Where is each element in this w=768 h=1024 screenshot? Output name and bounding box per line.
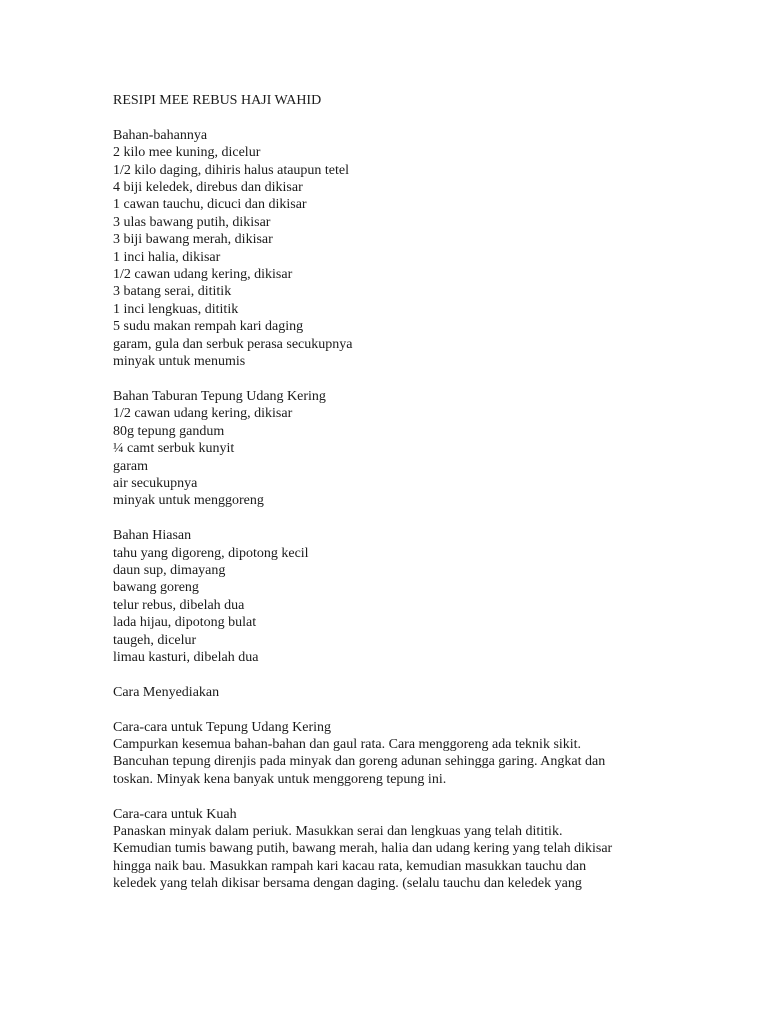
ingredient-item: 2 kilo mee kuning, dicelur xyxy=(113,145,261,161)
topping-item: ¼ camt serbuk kunyit xyxy=(113,441,235,457)
ingredients-section xyxy=(113,127,633,371)
spacer xyxy=(113,109,633,126)
spacer xyxy=(113,370,633,387)
method-text-line: Campurkan kesemua bahan-bahan dan gaul rata. Cara menggoreng ada teknik sikit. xyxy=(113,736,582,752)
ingredient-item: garam, gula dan serbuk perasa secukupnya xyxy=(113,336,353,352)
garnish-item: bawang goreng xyxy=(113,580,199,596)
topping-item: minyak untuk menggoreng xyxy=(113,493,264,509)
ingredients-heading: Bahan-bahannya xyxy=(113,127,208,143)
ingredient-item: 1/2 kilo daging, dihiris halus ataupun tetel xyxy=(113,162,350,178)
ingredient-item: 1/2 cawan udang kering, dikisar xyxy=(113,267,293,283)
ingredient-item: 4 biji keledek, direbus dan dikisar xyxy=(113,180,303,196)
garnish-item: limau kasturi, dibelah dua xyxy=(113,649,259,665)
ingredient-item: 5 sudu makan rempah kari daging xyxy=(113,319,304,335)
topping-item: 80g tepung gandum xyxy=(113,423,225,439)
gravy-method-section xyxy=(113,806,633,893)
ingredient-item: 1 inci halia, dikisar xyxy=(113,249,221,265)
topping-section xyxy=(113,388,633,510)
prawn-flour-method-heading: Cara-cara untuk Tepung Udang Kering xyxy=(113,719,332,735)
prawn-flour-method-section xyxy=(113,719,633,789)
garnish-section xyxy=(113,527,633,666)
garnish-heading: Bahan Hiasan xyxy=(113,528,192,544)
spacer xyxy=(113,788,633,805)
spacer xyxy=(113,666,633,683)
garnish-item: lada hijau, dipotong bulat xyxy=(113,615,257,631)
spacer xyxy=(113,701,633,718)
ingredients-list xyxy=(113,144,633,370)
ingredient-item: 3 batang serai, dititik xyxy=(113,284,232,300)
topping-item: air secukupnya xyxy=(113,475,198,491)
recipe-title: RESIPI MEE REBUS HAJI WAHID xyxy=(113,93,322,108)
method-text-line: Bancuhan tepung direnjis pada minyak dan goreng adunan sehingga garing. Angkat dan xyxy=(113,754,606,770)
garnish-item: taugeh, dicelur xyxy=(113,632,197,648)
method-heading: Cara Menyediakan xyxy=(113,684,220,700)
garnish-list xyxy=(113,545,633,667)
topping-heading: Bahan Taburan Tepung Udang Kering xyxy=(113,388,326,404)
garnish-item: telur rebus, dibelah dua xyxy=(113,597,245,613)
method-text-line: hingga naik bau. Masukkan rampah kari kacau rata, kemudian masukkan tauchu dan xyxy=(113,858,587,874)
ingredient-item: minyak untuk menumis xyxy=(113,354,246,370)
topping-item: 1/2 cawan udang kering, dikisar xyxy=(113,406,293,422)
ingredient-item: 3 ulas bawang putih, dikisar xyxy=(113,214,271,230)
topping-list xyxy=(113,405,633,509)
ingredient-item: 1 cawan tauchu, dicuci dan dikisar xyxy=(113,197,307,213)
ingredient-item: 1 inci lengkuas, dititik xyxy=(113,301,239,317)
garnish-item: tahu yang digoreng, dipotong kecil xyxy=(113,545,309,561)
method-text-line: keledek yang telah dikisar bersama dengan daging. (selalu tauchu dan keledek yang xyxy=(113,876,582,892)
topping-item: garam xyxy=(113,458,148,474)
document-page xyxy=(113,92,633,893)
garnish-item: daun sup, dimayang xyxy=(113,562,226,578)
ingredient-item: 3 biji bawang merah, dikisar xyxy=(113,232,273,248)
spacer xyxy=(113,510,633,527)
method-text-line: Kemudian tumis bawang putih, bawang merah, halia dan udang kering yang telah dikisar xyxy=(113,841,613,857)
method-text-line: toskan. Minyak kena banyak untuk menggoreng tepung ini. xyxy=(113,771,447,787)
method-text-line: Panaskan minyak dalam periuk. Masukkan serai dan lengkuas yang telah dititik. xyxy=(113,823,563,839)
gravy-method-heading: Cara-cara untuk Kuah xyxy=(113,806,237,822)
